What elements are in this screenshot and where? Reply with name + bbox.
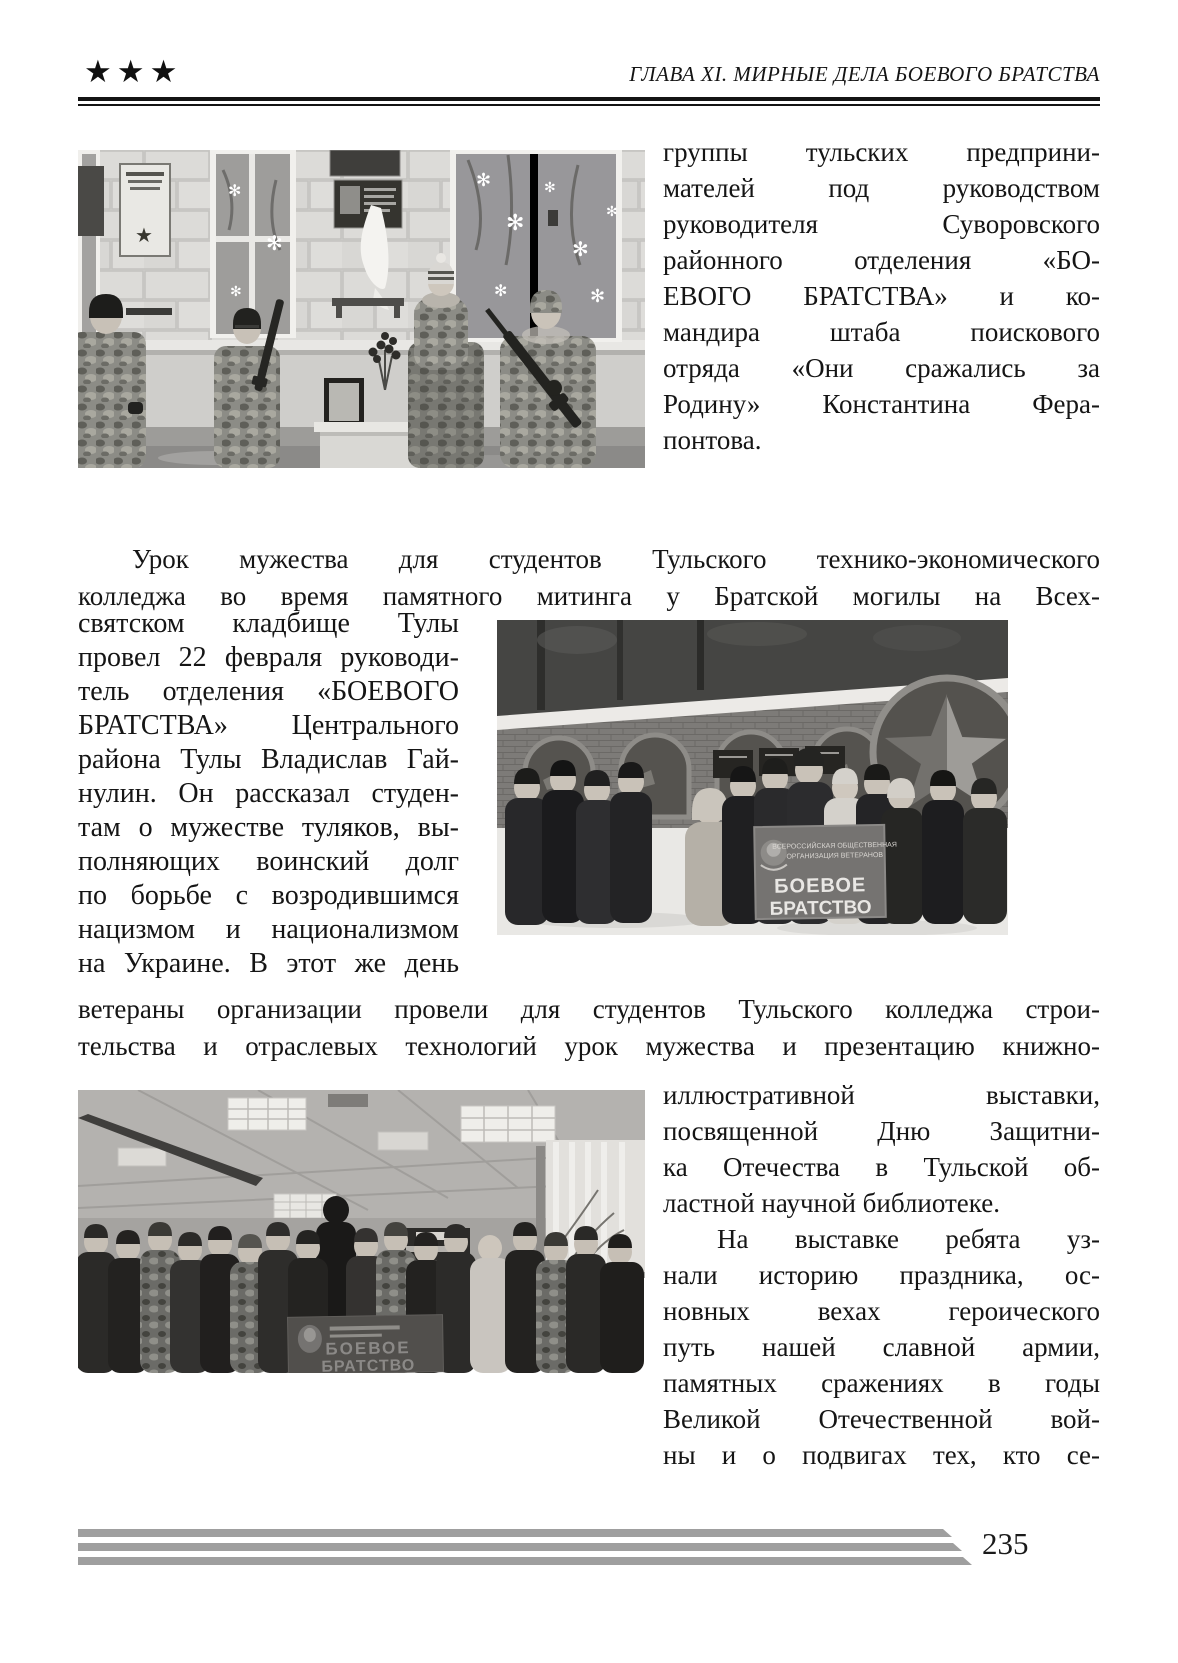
photo-memorial-plaque-unveiling-svg xyxy=(78,150,645,468)
text-line: по борьбе с возродившимся xyxy=(78,880,459,911)
text-line: ветераны организации провели для студентов Тульского колледжа строи- xyxy=(78,994,1100,1024)
text-line: Урок мужества для студентов Тульского технико-экономического xyxy=(132,544,1100,574)
footer-stripe xyxy=(78,1543,962,1551)
page-number: 235 xyxy=(982,1526,1029,1561)
snowflake-decal-icon: ✻ xyxy=(476,170,492,190)
hero-star-icon: ★ xyxy=(135,225,153,247)
text-line: новных вехах героического xyxy=(663,1296,1100,1326)
boevoe-bratstvo-banner xyxy=(754,825,898,920)
snowflake-decal-icon: ✻ xyxy=(590,286,606,306)
text-line: памятных сражениях в годы xyxy=(663,1368,1100,1398)
photo-library-students-group xyxy=(78,1090,645,1373)
header-rule xyxy=(78,97,1100,106)
snowflake-decal-icon: ✻ xyxy=(266,233,283,255)
paragraph-left-column xyxy=(78,607,459,981)
text-line: ластной научной библиотеке. xyxy=(663,1188,1000,1218)
paragraph-exhibition xyxy=(663,1077,1100,1473)
footer-stripe xyxy=(78,1557,972,1565)
boevoe-bratstvo-banner xyxy=(288,1315,444,1373)
text-line: нацизмом и национализмом xyxy=(78,914,459,945)
paragraph-entrepreneurs xyxy=(663,134,1100,458)
snowflake-decal-icon: ✻ xyxy=(506,210,525,235)
photo-memorial-plaque-unveiling xyxy=(78,150,645,468)
chapter-title: ГЛАВА XI. МИРНЫЕ ДЕЛА БОЕВОГО БРАТСТВА xyxy=(629,62,1100,86)
text-line: ны и о подвигах тех, кто се- xyxy=(663,1440,1100,1470)
snowflake-decal-icon: ✻ xyxy=(572,239,589,261)
text-line: полняющих воинский долг xyxy=(78,846,459,877)
snowflake-decal-icon: ✻ xyxy=(606,205,618,220)
text-line: отряда «Они сражались за xyxy=(663,353,1100,383)
ceiling-light-icon xyxy=(461,1106,555,1142)
paragraph-intro xyxy=(78,541,1100,615)
text-line: тельства и отраслевых технологий урок мужества и презентацию книжно- xyxy=(78,1031,1100,1061)
text-line: понтова. xyxy=(663,425,762,455)
banner-small-text: ВСЕРОССИЙСКАЯ ОБЩЕСТВЕННАЯ xyxy=(772,841,897,851)
text-line: ЕВОГО БРАТСТВА» и ко- xyxy=(663,281,1100,311)
text-line: там о мужестве туляков, вы- xyxy=(78,812,459,843)
text-line: на Украине. В этот же день xyxy=(78,948,459,979)
text-line: колледжа во время памятного митинга у Братской могилы на Всех- xyxy=(78,581,1100,611)
text-line: святском кладбище Тулы xyxy=(78,608,459,639)
text-line: БРАТСТВА» Центрального xyxy=(78,710,459,741)
snowflake-decal-icon: ✻ xyxy=(230,285,242,300)
text-line: руководителя Суворовского xyxy=(663,209,1100,239)
text-line: иллюстративной выставки, xyxy=(663,1080,1100,1110)
banner-title-line: БОЕВОЕ xyxy=(773,874,867,898)
snowflake-decal-icon: ✻ xyxy=(494,283,508,300)
snowflake-decal-icon: ✻ xyxy=(544,181,556,196)
paragraph-bridge xyxy=(78,991,1100,1065)
text-line: путь нашей славной армии, xyxy=(663,1332,1100,1362)
banner-title-line: БРАТСТВО xyxy=(321,1357,416,1373)
banner-title-line: БОЕВОЕ xyxy=(325,1338,411,1359)
text-line: провел 22 февраля руководи- xyxy=(78,642,459,673)
photo-memorial-wall-group xyxy=(497,620,1008,935)
text-line: районного отделения «БО- xyxy=(663,245,1100,275)
ceiling-light-icon xyxy=(228,1098,306,1130)
text-line: мандира штаба поискового xyxy=(663,317,1100,347)
text-line: Родину» Константина Фера- xyxy=(663,389,1100,419)
text-line: нали историю праздника, ос- xyxy=(663,1260,1100,1290)
handrail xyxy=(126,308,172,315)
photo-library-students-group-svg xyxy=(78,1090,645,1373)
text-line: посвященной Дню Защитни- xyxy=(663,1116,1100,1146)
text-line: тель отделения «БОЕВОГО xyxy=(78,676,459,707)
text-line: ка Отечества в Тульской об- xyxy=(663,1152,1100,1182)
snowflake-decal-icon: ✻ xyxy=(228,183,242,200)
text-line: нулин. Он рассказал студен- xyxy=(78,778,459,809)
banner-title-line: БРАТСТВО xyxy=(769,897,872,920)
text-line: группы тульских предприни- xyxy=(663,137,1100,167)
text-line: На выставке ребята уз- xyxy=(717,1224,1100,1254)
photo-memorial-wall-group-svg xyxy=(497,620,1008,935)
three-stars-icon: ★★★ xyxy=(84,54,183,89)
footer-stripe xyxy=(78,1529,952,1537)
text-line: района Тулы Владислав Гай- xyxy=(78,744,459,775)
text-line: мателей под руководством xyxy=(663,173,1100,203)
pompom-beanie-icon xyxy=(436,253,446,263)
text-line: Великой Отечественной вой- xyxy=(663,1404,1100,1434)
banner-small-text: ОРГАНИЗАЦИЯ ВЕТЕРАНОВ xyxy=(786,851,884,861)
